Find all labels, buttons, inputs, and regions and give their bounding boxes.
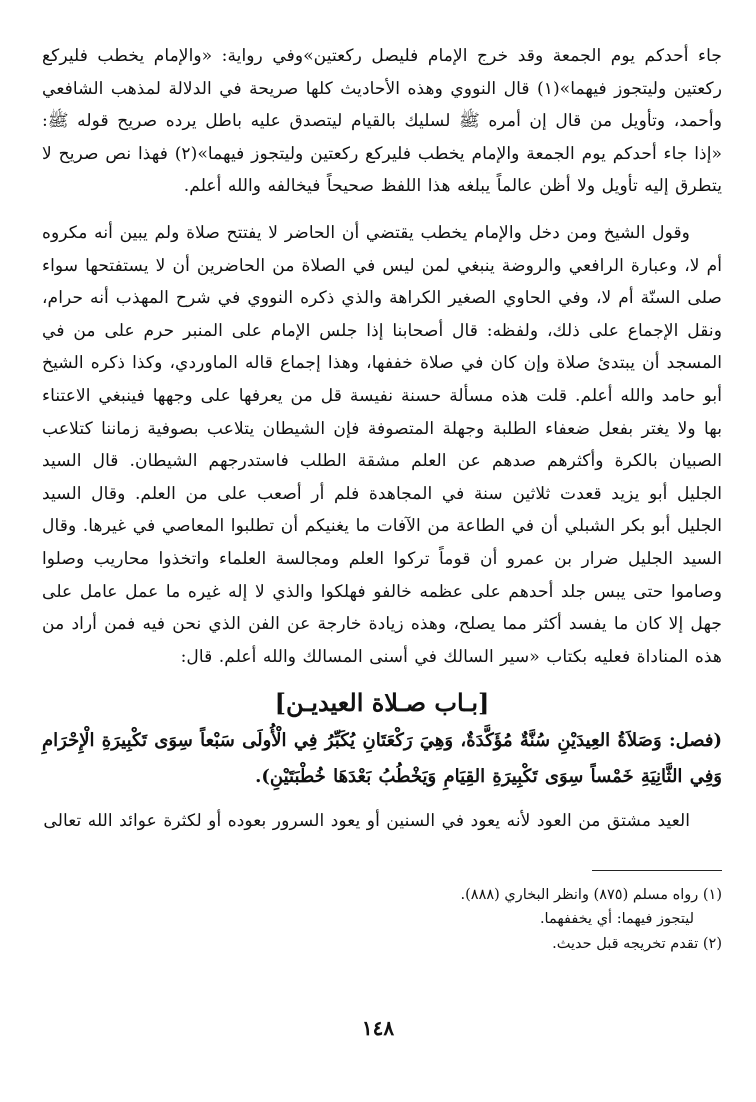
fasl-section-text: (فصل: وَصَلاَةُ العِيدَيْنِ سُنَّةٌ مُؤَكَّدَةٌ، وَهِيَ رَكْعَتَانِ يُكَبِّرُ فِي الْأُولَى سَبْعاً سِوَى تَكْبِيرَةِ الْإِحْرَامِ وَفِي الثَّانِيَةِ خَمْساً سِوَى تَكْبِيرَةِ القِيَامِ وَيَخْطُبُ بَعْدَهَا خُطْبَتَيْنِ).: [42, 730, 722, 788]
page-body: [42, 40, 722, 956]
footnote-divider: [592, 870, 722, 871]
paragraph-sheikh-commentary: وقول الشيخ ومن دخل والإمام يخطب يقتضي أن الحاضر لا يفتتح صلاة ولم يبين أنه مكروه أم لا، وعبارة الرافعي والروضة ينبغي لمن ليس في الصلاة من الحاضرين أن لا يستفتحها سواء صلى السنّة أم لا، وفي الحاوي الصغير الكراهة والذي ذكره النووي في شرح المهذب أنه حرام، ونقل الإجماع على ذلك، ولفظه: قال أصحابنا إذا جلس الإمام على المنبر حرم على من في المسجد أن يبتدئ صلاة وإن كان في صلاة خففها، وهذا إجماع قاله الماوردي، وكذا ذكره الشيخ أبو حامد والله أعلم. قلت هذه مسألة حسنة نفيسة قل من يعرفها على وجهها فينبغي الاعتناء بها ولا يغتر بفعل ضعفاء الطلبة وجهلة المتصوفة فإن الشيطان يتلاعب بصوفية زماننا كتلاعب الصبيان بالكرة وأكثرهم صدهم عن العلم مشقة الطلب فاستدرجهم الشيطان. قال السيد الجليل أبو يزيد قعدت ثلاثين سنة في المجاهدة فلم أر أصعب على من العلم. وقال السيد الجليل أبو بكر الشبلي أن في الطاعة من الآفات ما يغنيكم أن تطلبوا المعاصي في غيرها. وقال السيد الجليل ضرار بن عمرو أن قوماً تركوا العلم ومجالسة العلماء واتخذوا محاريب وصلوا وصاموا حتى يبس جلد أحدهم على عظمه خالفو فهلكوا والذي لا إله غيره ما عمل عامل على جهل إلا كان ما يفسد أكثر مما يصلح، وهذه زيادة خارجة عن الفن الذي نحن فيه فمن أراد من هذه المناداة فعليه بكتاب «سير السالك في أسنى المسالك والله أعلم. قال:: [42, 222, 722, 667]
footnote-1: (١) رواه مسلم (٨٧٥) وانظر البخاري (٨٨٨).: [460, 886, 722, 903]
page-number: ١٤٨: [361, 1016, 395, 1040]
paragraph-hadith-discussion: جاء أحدكم يوم الجمعة وقد خرج الإمام فليصل ركعتين»وفي رواية: «والإمام يخطب فليركع ركعتين وليتجوز فيهما»(١) قال النووي وهذه الأحاديث كلها صريحة في الدلالة لمذهب الشافعي وأحمد، وتأويل من قال إن أمره ﷺ لسليك بالقيام ليتصدق عليه باطل يرده صريح قوله ﷺ: «إذا جاء أحدكم يوم الجمعة والإمام يخطب فليركع ركعتين وليتجوز فيهما»(٢) فهذا نص صريح لا يتطرق إليه تأويل ولا أظن عالماً يبلغه هذا اللفظ صحيحاً فيخالفه والله أعلم.: [42, 46, 723, 197]
footnote-1-note: ليتجوز فيهما: أي يخففهما.: [539, 911, 694, 928]
chapter-heading-container: [42, 685, 722, 721]
footnote-2: (٢) تقدم تخريجه قبل حديث.: [552, 935, 722, 952]
chapter-heading: [بـاب صـلاة العيديـن]: [274, 688, 490, 718]
paragraph-eid-definition: العيد مشتق من العود لأنه يعود في السنين أو يعود السرور بعوده أو لكثرة عوائد الله تعالى: [43, 811, 690, 832]
